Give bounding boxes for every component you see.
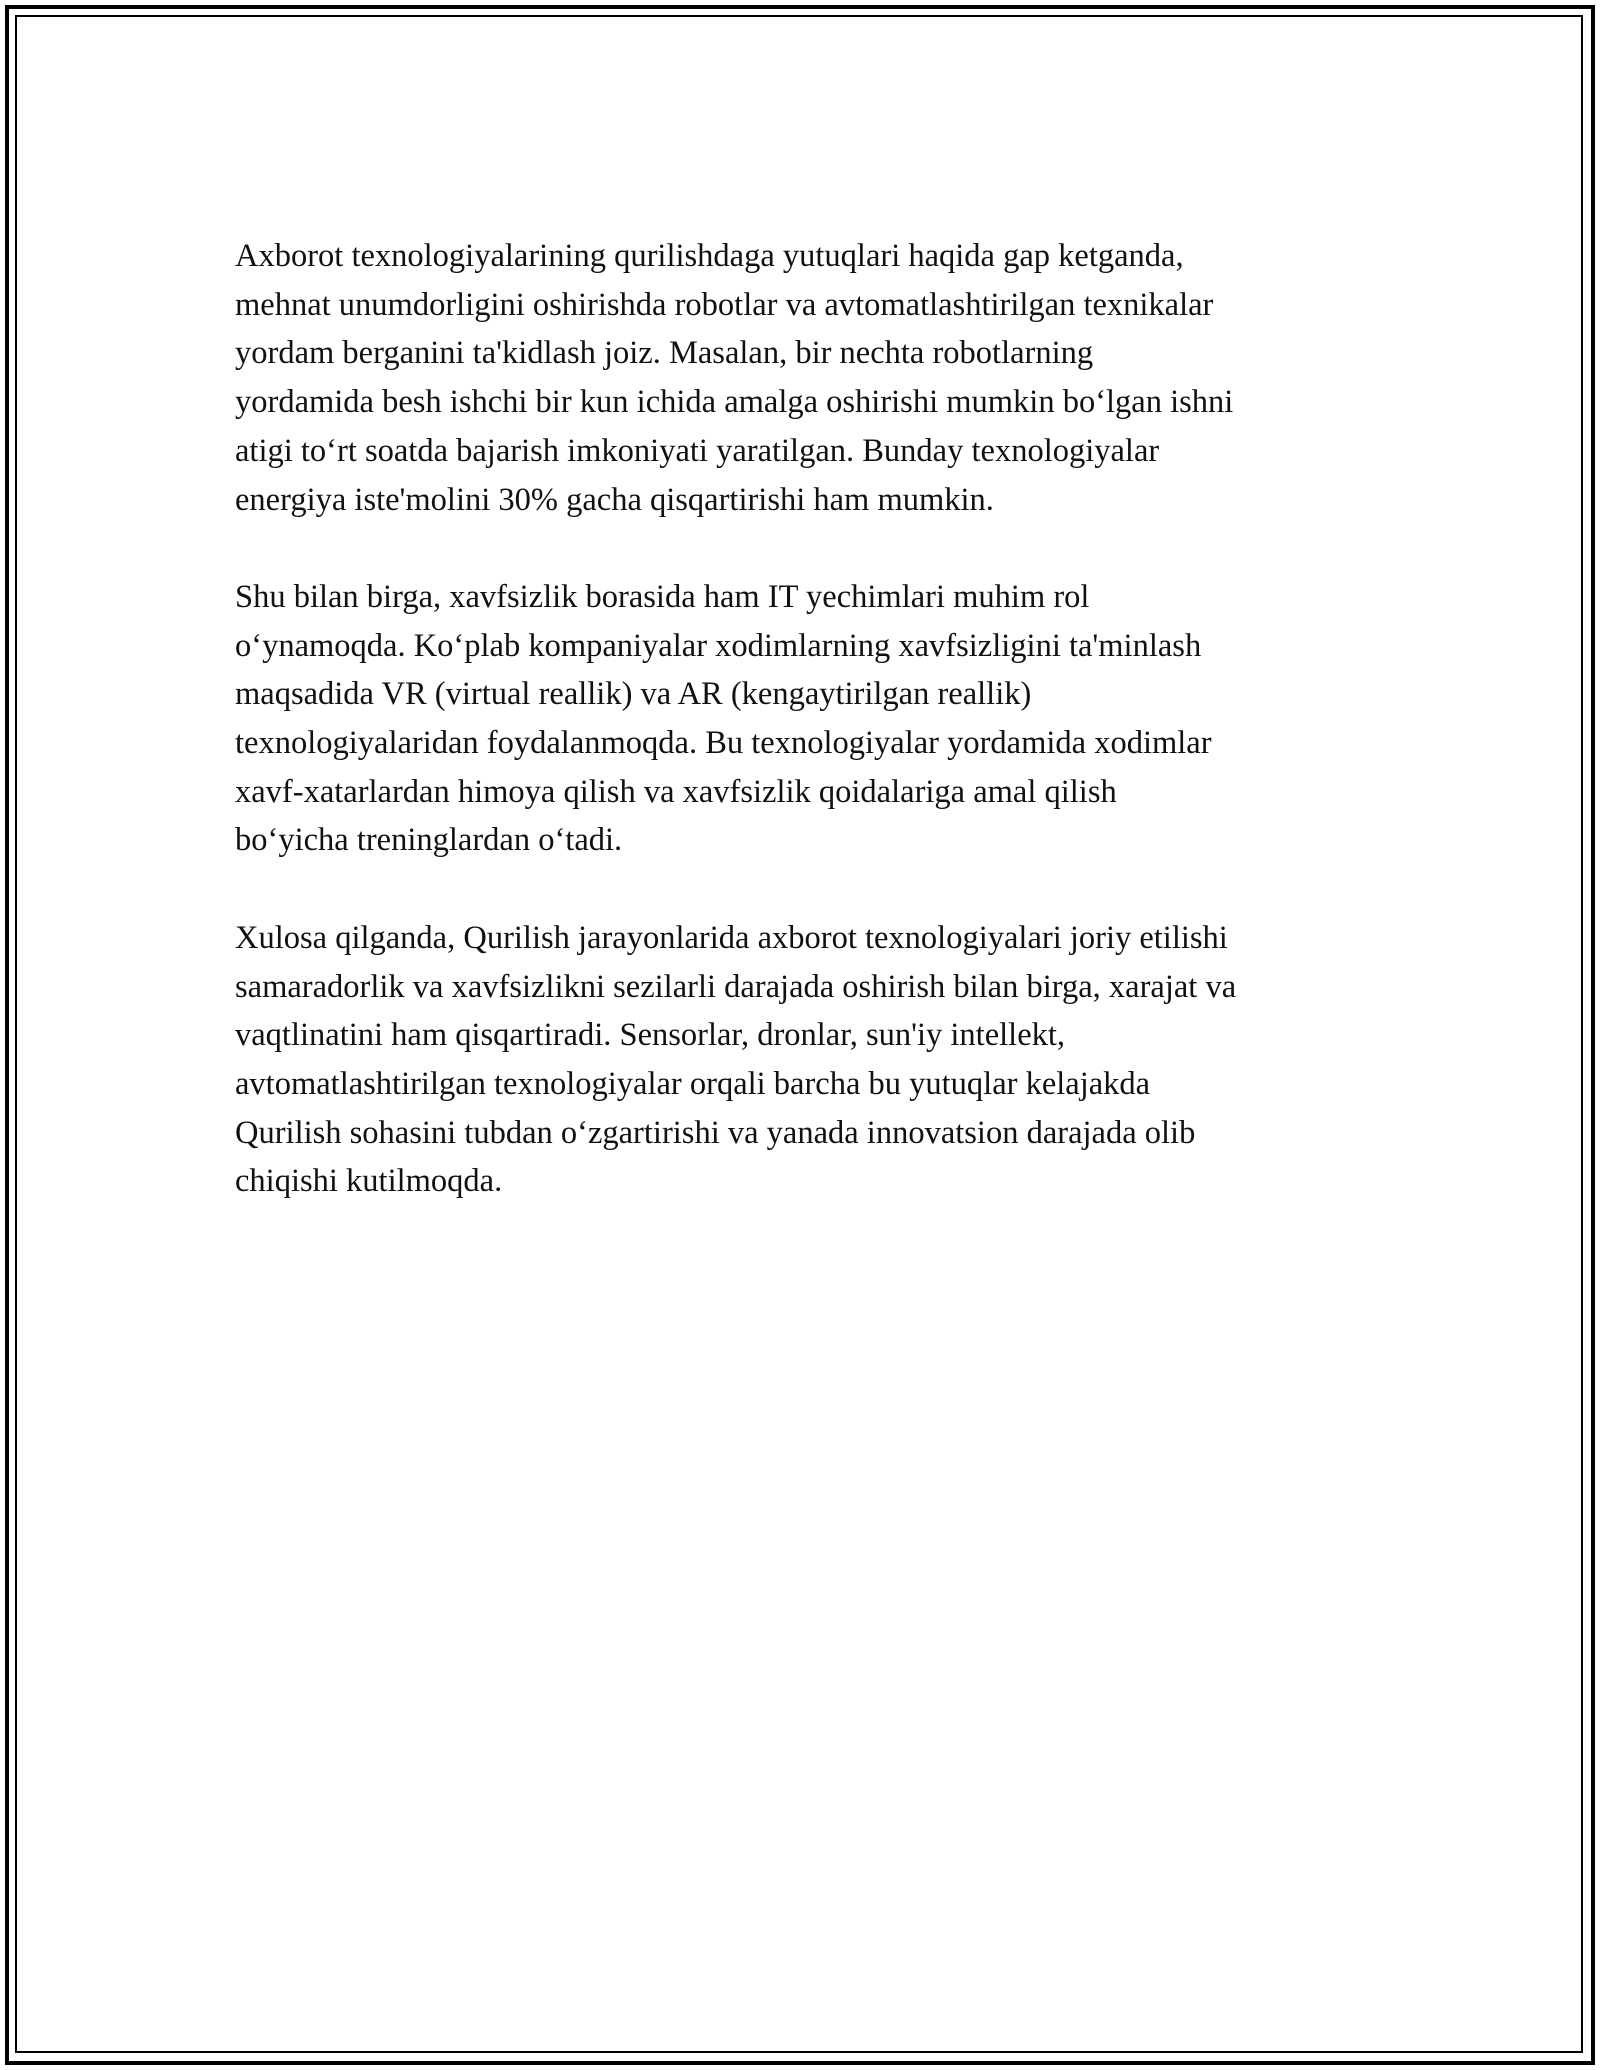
text-line: texnologiyalaridan foydalanmoqda. Bu texnologiyalar yordamida xodimlar [235,725,1212,762]
text-line: Axborot texnologiyalarining qurilishdaga yutuqlari haqida gap ketganda, [235,238,1184,274]
text-line: mehnat unumdorligini oshirishda robotlar va avtomatlashtirilgan texnikalar [235,286,1214,323]
document-body [235,232,1385,1255]
paragraph-3 [235,914,1385,1206]
text-line: atigi to‘rt soatda bajarish imkoniyati yaratilgan. Bunday texnologiyalar [235,432,1160,469]
text-line: samaradorlik va xavfsizlikni sezilarli darajada oshirish bilan birga, xarajat va [235,968,1237,1005]
text-line: Xulosa qilganda, Qurilish jarayonlarida axborot texnologiyalari joriy etilishi [235,919,1228,956]
text-line: Qurilish sohasini tubdan o‘zgartirishi va yanada innovatsion darajada olib [235,1114,1196,1151]
text-line: yordamida besh ishchi bir kun ichida amalga oshirishi mumkin bo‘lgan ishni [235,384,1234,421]
text-line: chiqishi kutilmoqda. [235,1163,503,1200]
paragraph-1 [235,232,1385,524]
text-line: yordam berganini ta'kidlash joiz. Masalan, bir nechta robotlarning [235,335,1094,372]
text-line: bo‘yicha treninglardan o‘tadi. [235,822,623,859]
text-line: Shu bilan birga, xavfsizlik borasida ham IT yechimlari muhim rol [235,578,1090,615]
text-line: o‘ynamoqda. Ko‘plab kompaniyalar xodimlarning xavfsizligini ta'minlash [235,627,1202,664]
text-line: avtomatlashtirilgan texnologiyalar orqali barcha bu yutuqlar kelajakda [235,1065,1151,1102]
text-line: maqsadida VR (virtual reallik) va AR (kengaytirilgan reallik) [235,676,1032,713]
text-line: energiya iste'molini 30% gacha qisqartirishi ham mumkin. [235,481,994,518]
text-line: vaqtlinatini ham qisqartiradi. Sensorlar, dronlar, sun'iy intellekt, [235,1017,1066,1054]
paragraph-2 [235,573,1385,865]
text-line: xavf-xatarlardan himoya qilish va xavfsizlik qoidalariga amal qilish [235,773,1117,810]
